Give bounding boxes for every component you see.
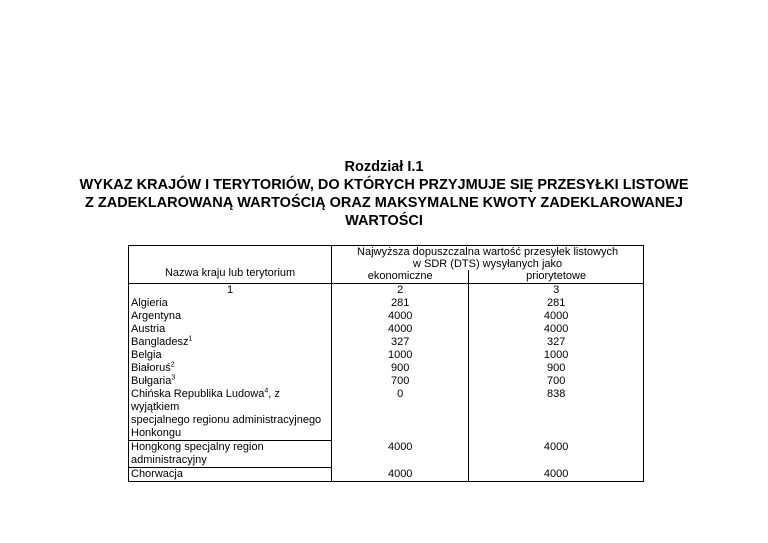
country-name-line1 bbox=[131, 388, 329, 414]
country-name-text: Białoruś bbox=[131, 362, 171, 374]
footnote-marker: 2 bbox=[170, 361, 175, 369]
priority-value: 1000 bbox=[469, 349, 644, 362]
col-header-name: Nazwa kraju lub terytorium bbox=[129, 246, 332, 284]
table-row bbox=[129, 375, 644, 388]
economic-value: 1000 bbox=[332, 349, 469, 362]
country-name: Hongkong specjalny region administracyjny bbox=[129, 441, 332, 468]
col-num-1: 1 bbox=[129, 284, 332, 298]
priority-value: 4000 bbox=[469, 441, 644, 468]
priority-value: 4000 bbox=[469, 310, 644, 323]
col-num-2: 2 bbox=[332, 284, 469, 298]
economic-value: 900 bbox=[332, 362, 469, 375]
economic-value: 0 bbox=[332, 388, 469, 441]
heading-line-2: WYKAZ KRAJÓW I TERYTORIÓW, DO KTÓRYCH PRZYJMUJE SIĘ PRZESYŁKI LISTOWE bbox=[79, 177, 689, 193]
country-name-text: Bangladesz bbox=[131, 336, 189, 348]
table-row bbox=[129, 323, 644, 336]
footnote-marker: 3 bbox=[171, 374, 176, 382]
col-num-3: 3 bbox=[469, 284, 644, 298]
table-row bbox=[129, 349, 644, 362]
country-name-line2: specjalnego regionu administracyjnego bbox=[131, 414, 322, 426]
heading-line-4: WARTOŚCI bbox=[345, 213, 423, 229]
country-name bbox=[129, 375, 332, 388]
country-name-text: Chińska Republika Ludowa bbox=[131, 388, 265, 400]
chapter-title: Rozdział I.1 bbox=[344, 159, 424, 175]
economic-value: 281 bbox=[332, 297, 469, 310]
country-name: Algieria bbox=[129, 297, 332, 310]
column-number-row bbox=[129, 284, 644, 298]
table-row bbox=[129, 441, 644, 468]
country-name: Chorwacja bbox=[129, 468, 332, 482]
priority-value: 327 bbox=[469, 336, 644, 349]
page-heading bbox=[0, 158, 768, 230]
table-row bbox=[129, 310, 644, 323]
country-name: Argentyna bbox=[129, 310, 332, 323]
countries-table bbox=[128, 245, 644, 482]
country-name: Austria bbox=[129, 323, 332, 336]
economic-value: 4000 bbox=[332, 323, 469, 336]
economic-value: 327 bbox=[332, 336, 469, 349]
table-row bbox=[129, 362, 644, 375]
country-name: Belgia bbox=[129, 349, 332, 362]
priority-value: 4000 bbox=[469, 323, 644, 336]
footnote-marker: 1 bbox=[188, 335, 193, 343]
country-name-text: Bułgaria bbox=[131, 375, 172, 387]
footnote-marker: 4 bbox=[264, 387, 269, 395]
priority-value: 700 bbox=[469, 375, 644, 388]
priority-value: 4000 bbox=[469, 468, 644, 482]
country-name bbox=[129, 336, 332, 349]
heading-line-3: Z ZADEKLAROWANĄ WARTOŚCIĄ ORAZ MAKSYMALNE KWOTY ZADEKLAROWANEJ bbox=[85, 195, 683, 211]
priority-value: 281 bbox=[469, 297, 644, 310]
table-row bbox=[129, 388, 644, 441]
col-header-value-line2: w SDR (DTS) wysyłanych jako bbox=[413, 258, 563, 270]
col-header-value-line1: Najwyższa dopuszczalna wartość przesyłek listowych bbox=[357, 246, 619, 258]
table-row bbox=[129, 468, 644, 482]
country-name bbox=[129, 388, 332, 441]
col-header-priority: priorytetowe bbox=[469, 270, 644, 284]
table-row bbox=[129, 336, 644, 349]
priority-value: 900 bbox=[469, 362, 644, 375]
table-row bbox=[129, 297, 644, 310]
economic-value: 4000 bbox=[332, 468, 469, 482]
economic-value: 4000 bbox=[332, 310, 469, 323]
col-header-value bbox=[332, 246, 644, 271]
country-name-line3: Honkongu bbox=[131, 427, 182, 439]
economic-value: 700 bbox=[332, 375, 469, 388]
country-name-suffix: , z wyjątkiem bbox=[131, 388, 280, 413]
country-name bbox=[129, 362, 332, 375]
economic-value: 4000 bbox=[332, 441, 469, 468]
priority-value: 838 bbox=[469, 388, 644, 441]
col-header-economic: ekonomiczne bbox=[332, 270, 469, 284]
table-header-row bbox=[129, 246, 644, 271]
